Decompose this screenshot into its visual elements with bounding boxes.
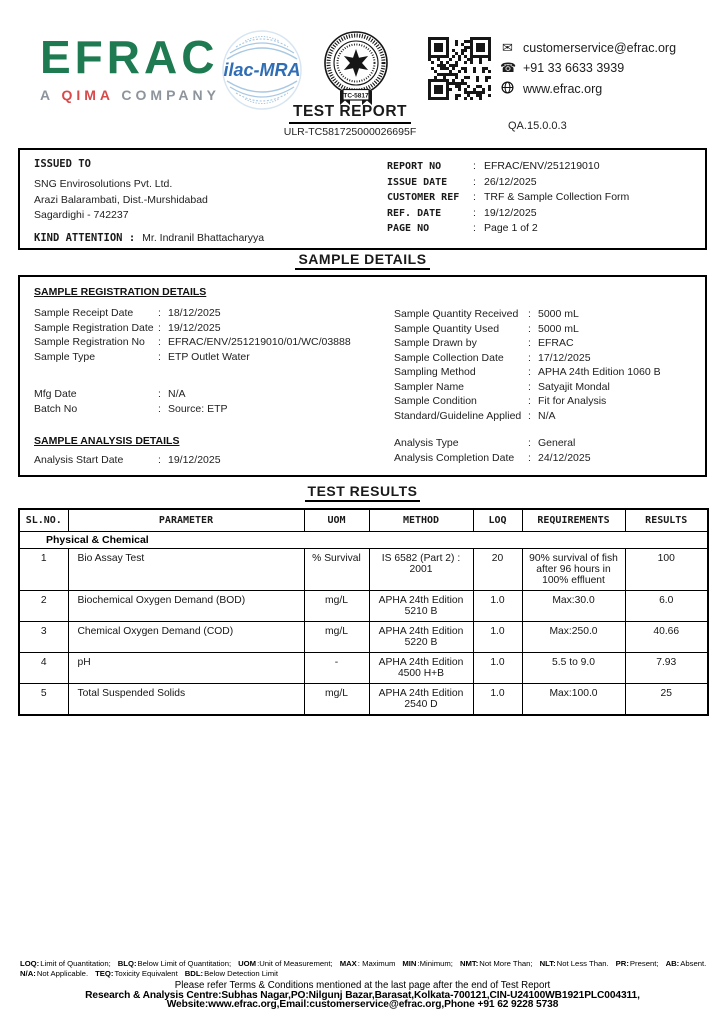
column-header-method: METHOD (369, 509, 473, 532)
sample-details-heading: SAMPLE DETAILS (0, 251, 725, 267)
cell-method: APHA 24th Edition 4500 H+B (369, 653, 473, 684)
abbreviation-item: MAX: Maximum (339, 959, 396, 968)
mfg-batch-fields (34, 388, 379, 417)
cell-loq: 1.0 (473, 591, 522, 622)
field-row: Mfg Date : N/A (34, 388, 186, 400)
qr-code (428, 37, 491, 100)
sample-details-box (18, 275, 707, 477)
ulr-number: ULR-TC581725000026695F (283, 126, 417, 138)
contact-block (500, 41, 676, 97)
result-row (19, 653, 708, 684)
registration-left-fields (34, 307, 379, 365)
cell-requirements: 90% survival of fish after 96 hours in 100% effluent (522, 549, 625, 591)
cell-uom: mg/L (304, 622, 369, 653)
cell-method: APHA 24th Edition 2540 D (369, 684, 473, 716)
cell-parameter: pH (68, 653, 304, 684)
field-row: Sampler Name : Satyajit Mondal (394, 380, 610, 393)
cell-method: IS 6582 (Part 2) : 2001 (369, 549, 473, 591)
cell-results: 25 (625, 684, 708, 716)
report-meta-row: ISSUE DATE : 26/12/2025 (387, 175, 537, 188)
field-row: Sample Type : ETP Outlet Water (34, 350, 250, 363)
globe-icon (500, 81, 515, 97)
cell-results: 6.0 (625, 591, 708, 622)
field-row: Sample Collection Date : 17/12/2025 (394, 351, 591, 364)
abbreviation-item: AB:Absent. (665, 959, 707, 968)
cell-parameter: Bio Assay Test (68, 549, 304, 591)
field-row: Standard/Guideline Applied : N/A (394, 409, 556, 422)
abbreviation-item: MIN:Minimum; (402, 959, 453, 968)
cell-loq: 1.0 (473, 653, 522, 684)
centre-address-line: Research & Analysis Centre:Subhas Nagar,PO:Nilgunj Bazar,Barasat,Kolkata-700121,CIN-U24100WB1921PLC004311, (85, 989, 640, 1001)
contact-email-row (500, 41, 676, 55)
abbreviation-item: PR:Present; (615, 959, 659, 968)
cell-slno: 3 (19, 622, 68, 653)
cell-uom: - (304, 653, 369, 684)
contact-website-row (500, 81, 676, 97)
field-row: Sample Registration Date : 19/12/2025 (34, 321, 221, 334)
field-row: Sample Condition : Fit for Analysis (394, 395, 607, 407)
cell-parameter: Total Suspended Solids (68, 684, 304, 716)
abbreviation-item: NMT:Not More Than; (459, 959, 533, 968)
table-section-row (19, 532, 708, 549)
result-row (19, 549, 708, 591)
field-row: Analysis Type : General (394, 437, 576, 449)
result-row (19, 622, 708, 653)
analysis-right-fields (394, 437, 699, 466)
field-row: Sample Registration No : EFRAC/ENV/251219010/01/WC/03888 (34, 336, 351, 348)
cell-parameter: Chemical Oxygen Demand (COD) (68, 622, 304, 653)
abbreviation-item: N/A:Not Applicable. (20, 968, 89, 978)
cell-uom: mg/L (304, 684, 369, 716)
terms-note: Please refer Terms & Conditions mentioned at the last page after the end of Test Report (174, 980, 551, 991)
field-row: Sample Quantity Used : 5000 mL (394, 322, 579, 335)
test-results-table (18, 508, 709, 716)
contact-email: customerservice@efrac.org (523, 41, 677, 55)
kind-attention-label: KIND ATTENTION : (34, 232, 136, 244)
ilac-mra-logo (221, 29, 303, 111)
field-row: Analysis Start Date : 19/12/2025 (34, 454, 221, 466)
field-row: Sample Drawn by : EFRAC (394, 337, 574, 349)
tagline-qima: QIMA (61, 87, 114, 103)
qa-document-code: QA.15.0.0.3 (508, 120, 567, 132)
tagline-company: COMPANY (121, 87, 220, 103)
tagline-a: A (40, 87, 54, 103)
brand-tagline (40, 87, 220, 103)
nabl-accreditation-logo (320, 27, 392, 113)
sample-registration-heading: SAMPLE REGISTRATION DETAILS (34, 286, 207, 298)
column-header-results: RESULTS (625, 509, 708, 532)
cell-slno: 2 (19, 591, 68, 622)
abbreviations-line2 (20, 969, 708, 979)
centre-contact-line: Website:www.efrac.org,Email:customerservice@efrac.org,Phone +91 62 9228 5738 (166, 999, 559, 1010)
field-row: Sample Receipt Date : 18/12/2025 (34, 307, 221, 319)
cell-slno: 1 (19, 549, 68, 591)
field-row: Sampling Method : APHA 24th Edition 1060 B (394, 366, 661, 378)
issued-to-label: ISSUED TO (34, 158, 91, 170)
contact-phone: +91 33 6633 3939 (523, 61, 625, 75)
column-header-uom: UOM (304, 509, 369, 532)
kind-attention-value: Mr. Indranil Bhattacharyya (142, 232, 265, 244)
issued-to-address (34, 177, 208, 224)
abbreviation-item: NLT:Not Less Than. (539, 959, 609, 968)
contact-website: www.efrac.org (523, 82, 603, 96)
registration-right-fields (394, 308, 699, 424)
abbreviation-item: UOM:Unit of Measurement; (238, 959, 333, 968)
issued-to-box (18, 148, 707, 250)
abbreviation-item: BLQ:Below Limit of Quantitation; (117, 959, 232, 968)
column-header-parameter: PARAMETER (68, 509, 304, 532)
cell-parameter: Biochemical Oxygen Demand (BOD) (68, 591, 304, 622)
field-row: Analysis Completion Date : 24/12/2025 (394, 451, 591, 464)
cell-slno: 4 (19, 653, 68, 684)
abbreviation-item: LOQ:Limit of Quantitation; (20, 959, 111, 968)
cell-method: APHA 24th Edition 5210 B (369, 591, 473, 622)
abbreviations-line1 (20, 959, 708, 969)
abbreviation-item: BDL:Below Detection Limit (184, 968, 279, 978)
telephone-icon: ☎ (500, 60, 517, 76)
cell-uom: % Survival (304, 549, 369, 591)
column-header-loq: LOQ (473, 509, 522, 532)
issued-to-address-line: Sagardighi - 742237 (34, 209, 129, 221)
ilac-mra-label: ilac-MRA (223, 60, 301, 80)
cell-loq: 1.0 (473, 684, 522, 716)
envelope-icon: ✉ (502, 40, 513, 56)
table-header-row (19, 509, 708, 532)
contact-phone-row (500, 61, 676, 75)
result-row (19, 591, 708, 622)
brand-name: EFRAC (40, 31, 219, 83)
field-row: Batch No : Source: ETP (34, 402, 228, 415)
cell-uom: mg/L (304, 591, 369, 622)
cell-loq: 1.0 (473, 622, 522, 653)
test-results-heading: TEST RESULTS (0, 483, 725, 499)
cell-loq: 20 (473, 549, 522, 591)
cell-requirements: Max:30.0 (522, 591, 625, 622)
efrac-logo (40, 31, 220, 103)
report-title-wrap (0, 103, 700, 124)
cell-slno: 5 (19, 684, 68, 716)
report-meta-row: REF. DATE : 19/12/2025 (387, 206, 537, 219)
report-title: TEST REPORT (289, 103, 411, 124)
column-header-requirements: REQUIREMENTS (522, 509, 625, 532)
cell-method: APHA 24th Edition 5220 B (369, 622, 473, 653)
report-meta-row: PAGE NO : Page 1 of 2 (387, 222, 538, 235)
nabl-certificate-number: TC-5817 (343, 92, 369, 100)
cell-results: 100 (625, 549, 708, 591)
issued-to-address-line: Arazi Balarambati, Dist.-Murshidabad (34, 193, 208, 206)
cell-results: 7.93 (625, 653, 708, 684)
issued-to-company: SNG Envirosolutions Pvt. Ltd. (34, 178, 173, 190)
cell-requirements: Max:250.0 (522, 622, 625, 653)
report-meta-row: REPORT NO : EFRAC/ENV/251219010 (387, 160, 600, 172)
abbreviation-item: TEQ:Toxicity Equivalent (95, 968, 178, 978)
cell-results: 40.66 (625, 622, 708, 653)
cell-requirements: Max:100.0 (522, 684, 625, 716)
result-row (19, 684, 708, 716)
section-label: Physical & Chemical (19, 532, 708, 549)
kind-attention-row (34, 232, 264, 244)
field-row: Sample Quantity Received : 5000 mL (394, 308, 579, 320)
report-meta-row: CUSTOMER REF : TRF & Sample Collection Form (387, 191, 630, 204)
column-header-slno: SL.NO. (19, 509, 68, 532)
report-meta (387, 160, 699, 238)
analysis-left-fields (34, 454, 379, 469)
sample-analysis-heading: SAMPLE ANALYSIS DETAILS (34, 435, 180, 447)
cell-requirements: 5.5 to 9.0 (522, 653, 625, 684)
